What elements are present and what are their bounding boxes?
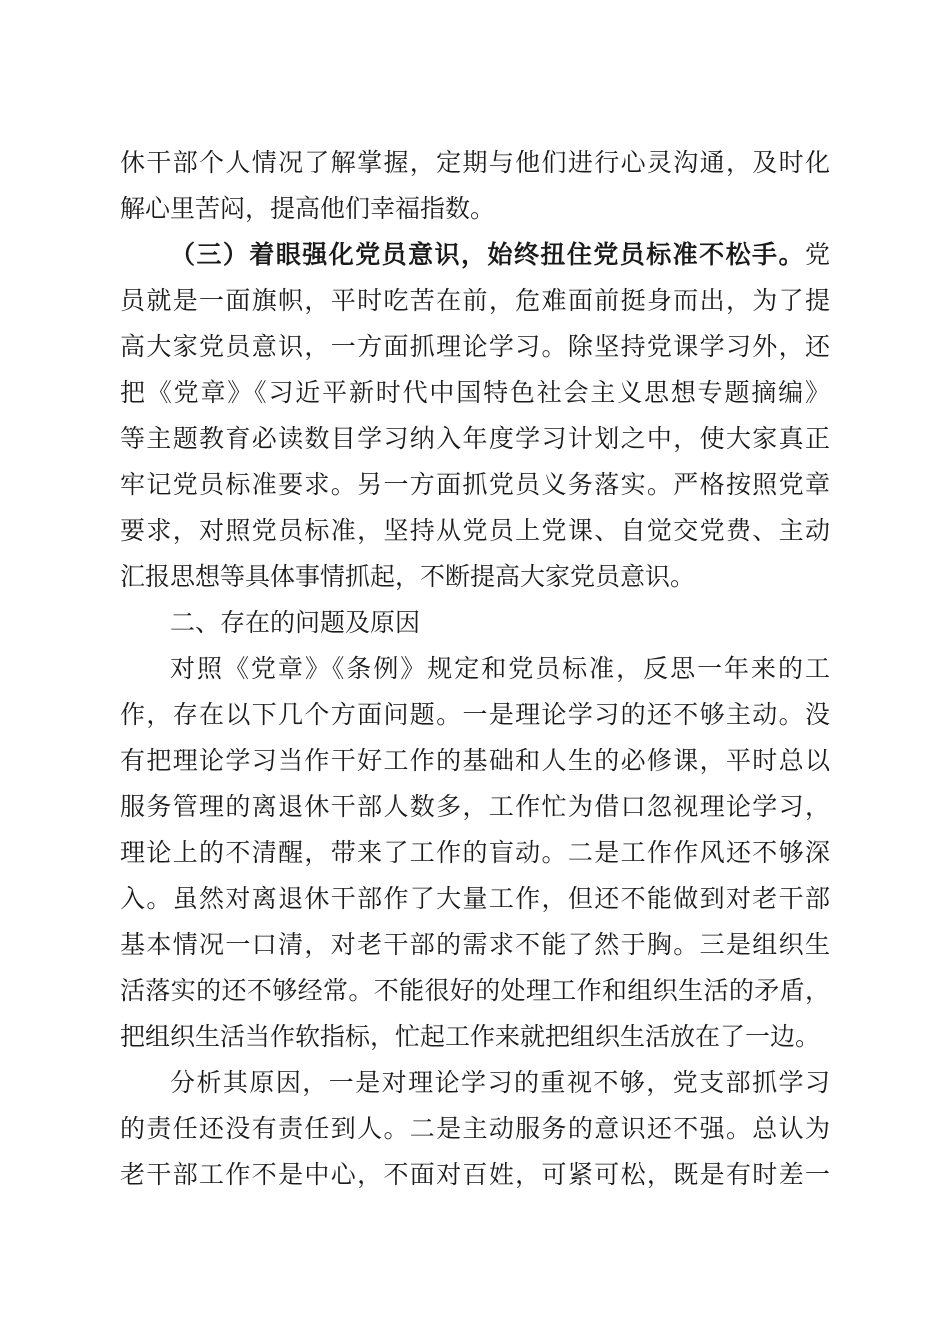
text-line: 对照《党章》《条例》规定和党员标准，反思一年来的工 xyxy=(170,654,830,683)
text-line: 的责任还没有责任到人。二是主动服务的意识还不强。总认为 xyxy=(120,1114,830,1143)
text-line: 要求，对照党员标准，坚持从党员上党课、自觉交党费、主动 xyxy=(120,516,830,545)
text-line: 把《党章》《习近平新时代中国特色社会主义思想专题摘编》 xyxy=(120,378,830,407)
text-line: 服务管理的离退休干部人数多，工作忙为借口忽视理论学习， xyxy=(120,792,830,821)
text-line: 分析其原因，一是对理论学习的重视不够，党支部抓学习 xyxy=(170,1068,830,1097)
text-line xyxy=(170,235,830,275)
text-line: 老干部工作不是中心，不面对百姓，可紧可松，既是有时差一 xyxy=(120,1160,830,1189)
text-line: 基本情况一口清，对老干部的需求不能了然于胸。三是组织生 xyxy=(120,930,830,959)
text-line: 员就是一面旗帜，平时吃苦在前，危难面前挺身而出，为了提 xyxy=(120,286,830,315)
text-line: 把组织生活当作软指标，忙起工作来就把组织生活放在了一边。 xyxy=(120,1022,821,1051)
text-line: 活落实的还不够经常。不能很好的处理工作和组织生活的矛盾， xyxy=(120,976,830,1005)
text-line: 汇报思想等具体事情抓起，不断提高大家党员意识。 xyxy=(120,562,696,591)
text-line: 解心里苦闷，提高他们幸福指数。 xyxy=(120,194,496,223)
section-heading: 二、存在的问题及原因 xyxy=(170,608,421,637)
subsection-heading: （三）着眼强化党员意识，始终扭住党员标准不松手。 xyxy=(170,240,805,269)
text-line: 高大家党员意识，一方面抓理论学习。除坚持党课学习外，还 xyxy=(120,332,830,361)
text-line: 有把理论学习当作干好工作的基础和人生的必修课，平时总以 xyxy=(120,746,830,775)
text-line: 理论上的不清醒，带来了工作的盲动。二是工作作风还不够深 xyxy=(120,838,830,867)
text-line: 入。虽然对离退休干部作了大量工作，但还不能做到对老干部 xyxy=(120,884,830,913)
text-line: 等主题教育必读数目学习纳入年度学习计划之中，使大家真正 xyxy=(120,424,830,453)
text-line: 牢记党员标准要求。另一方面抓党员义务落实。严格按照党章 xyxy=(120,470,830,499)
text-line: 休干部个人情况了解掌握，定期与他们进行心灵沟通，及时化 xyxy=(120,148,830,177)
text-line: 作，存在以下几个方面问题。一是理论学习的还不够主动。没 xyxy=(120,700,830,729)
text-run: 党 xyxy=(804,240,830,269)
